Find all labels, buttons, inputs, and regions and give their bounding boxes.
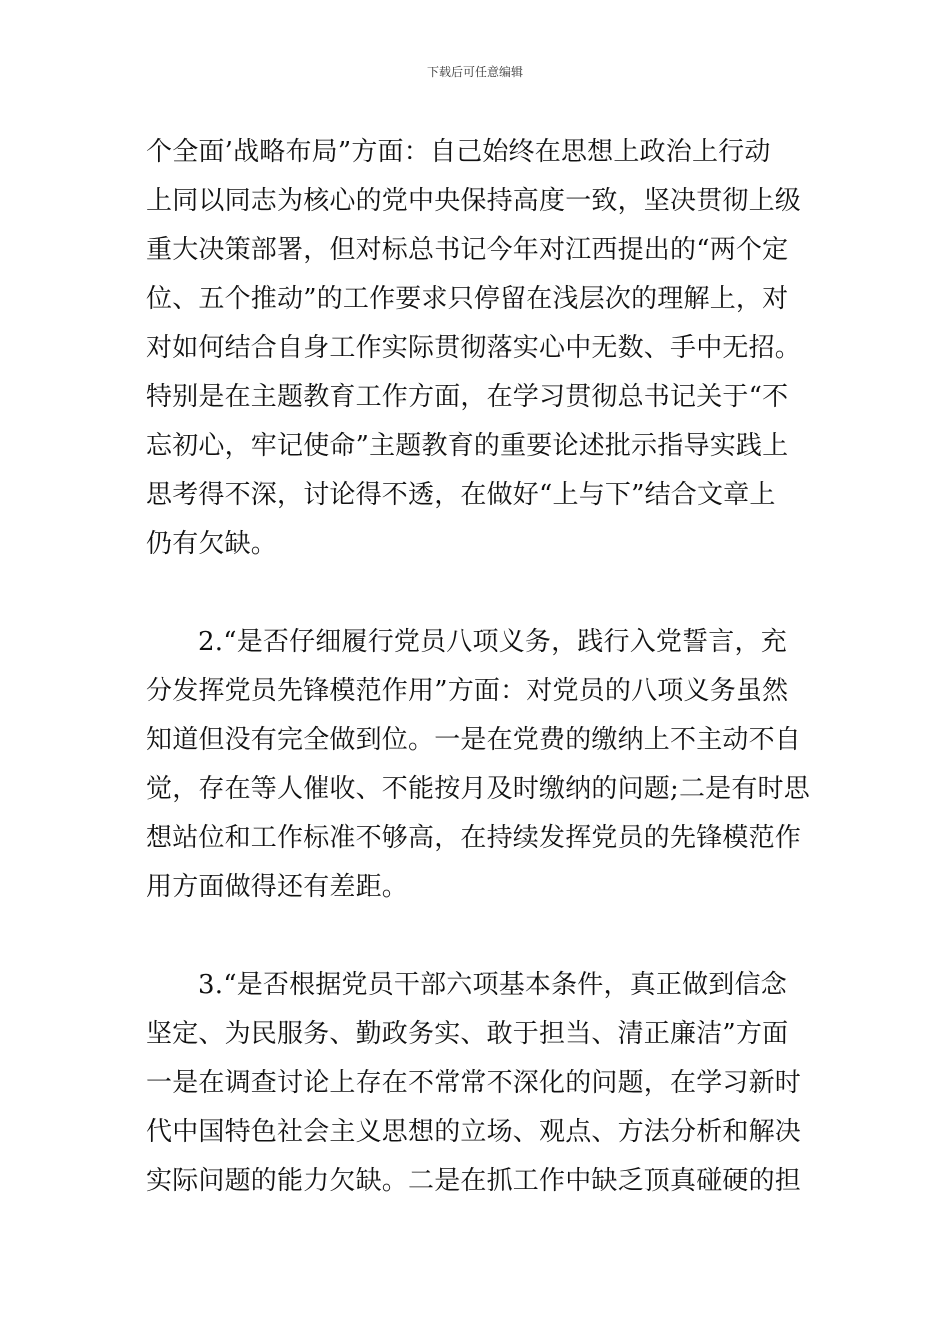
document-body (146, 128, 816, 1206)
page-header: 下载后可任意编辑 (426, 65, 523, 79)
text-line: 重大决策部署，但对标总书记今年对江西提出的“两个定 (146, 235, 789, 265)
paragraph-2 (146, 618, 816, 912)
text-line: 忘初心，牢记使命”主题教育的重要论述批示指导实践上 (146, 431, 789, 461)
text-line: 坚定、为民服务、勤政务实、敢于担当、清正廉洁”方面 (146, 1019, 789, 1049)
text-line: 代中国特色社会主义思想的立场、观点、方法分析和解决 (146, 1117, 802, 1147)
text-line: 想站位和工作标准不够高，在持续发挥党员的先锋模范作 (146, 823, 802, 853)
text-line: 一是在调查讨论上存在不常常不深化的问题，在学习新时 (146, 1068, 802, 1098)
text-line: 思考得不深，讨论得不透，在做好“上与下”结合文章上 (146, 480, 776, 510)
text-line: 用方面做得还有差距。 (146, 872, 409, 902)
text-line: 特别是在主题教育工作方面，在学习贯彻总书记关于“不 (146, 382, 789, 412)
text-line: 觉，存在等人催收、不能按月及时缴纳的问题;二是有时思 (146, 774, 810, 804)
text-line: 仍有欠缺。 (146, 529, 278, 559)
paragraph-spacer (146, 569, 816, 618)
text-line: 2.“是否仔细履行党员八项义务，践行入党誓言，充 (198, 627, 787, 657)
text-line: 位、五个推动”的工作要求只停留在浅层次的理解上，对 (146, 284, 789, 314)
text-line: 上同以同志为核心的党中央保持高度一致，坚决贯彻上级 (146, 186, 802, 216)
paragraph-3 (146, 961, 816, 1206)
text-line: 知道但没有完全做到位。一是在党费的缴纳上不主动不自 (146, 725, 802, 755)
text-line: 对如何结合自身工作实际贯彻落实心中无数、手中无招。 (146, 333, 802, 363)
paragraph-1 (146, 128, 816, 569)
text-line: 个全面’战略布局”方面：自己始终在思想上政治上行动 (146, 137, 771, 167)
paragraph-spacer (146, 912, 816, 961)
text-line: 实际问题的能力欠缺。二是在抓工作中缺乏顶真碰硬的担 (146, 1166, 802, 1196)
text-line: 分发挥党员先锋模范作用”方面：对党员的八项义务虽然 (146, 676, 789, 706)
text-line: 3.“是否根据党员干部六项基本条件，真正做到信念 (198, 970, 787, 1000)
